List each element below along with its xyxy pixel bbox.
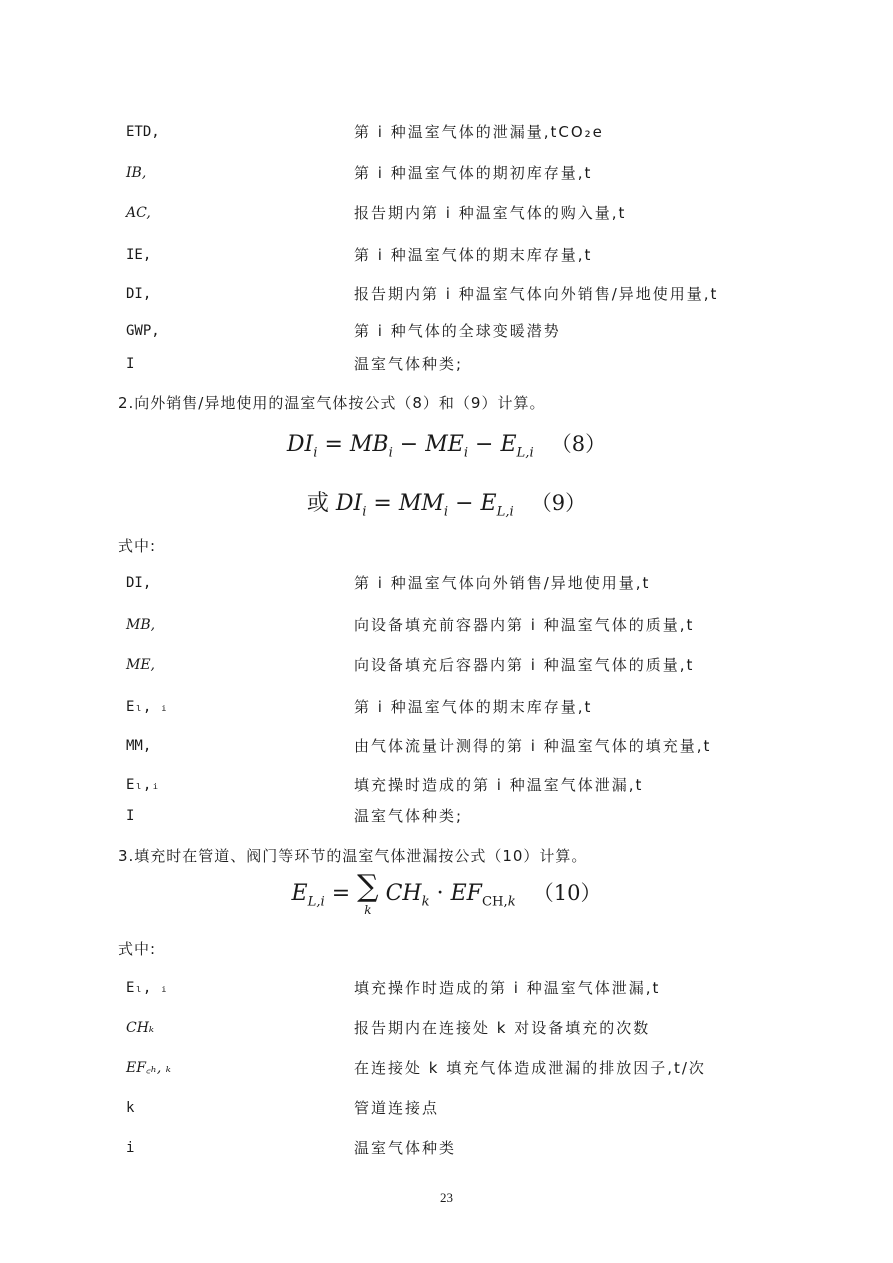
- symbol: i: [126, 1140, 135, 1156]
- definition-row: [126, 201, 786, 225]
- symbol: I: [126, 808, 135, 824]
- symbol: AC,: [126, 205, 151, 221]
- symbol: k: [126, 1100, 135, 1116]
- paragraph: 3.填充时在管道、阀门等环节的温室气体泄漏按公式（10）计算。: [118, 847, 588, 865]
- formula-10: $E_{L,i}$ = ∑ k $CH_k \cdot EF_{CH,k}$ （10）: [291, 869, 602, 917]
- page-number: 23: [440, 1190, 453, 1205]
- definition-row: [126, 243, 786, 267]
- formula-8: $DI_i = MB_i - ME_i - E_{L,i}$ （8）: [286, 432, 607, 461]
- definition: 填充操作时造成的第 i 种温室气体泄漏,t: [354, 979, 661, 997]
- equation-number: （10）: [532, 881, 602, 905]
- definition: 向设备填充前容器内第 i 种温室气体的质量,t: [354, 616, 695, 634]
- definition: 由气体流量计测得的第 i 种温室气体的填充量,t: [354, 737, 712, 755]
- symbol: GWP,: [126, 323, 160, 339]
- symbol: Eₗ, ᵢ: [126, 699, 169, 715]
- definition: 报告期内第 i 种温室气体的购入量,t: [354, 204, 627, 222]
- symbol: EF꜀ₕ, ₖ: [126, 1060, 171, 1076]
- definition: 第 i 种温室气体的期末库存量,t: [354, 698, 593, 716]
- definition-row: [126, 653, 786, 677]
- definition: 向设备填充后容器内第 i 种温室气体的质量,t: [354, 656, 695, 674]
- definition-row: [126, 319, 786, 343]
- symbol: MB,: [126, 617, 156, 633]
- where-label: 式中:: [118, 940, 157, 958]
- definition-row: [126, 571, 786, 595]
- definition-row: [126, 1136, 786, 1160]
- symbol: I: [126, 356, 135, 372]
- symbol: Eₗ, ᵢ: [126, 980, 169, 996]
- definition: 报告期内在连接处 k 对设备填充的次数: [354, 1019, 651, 1037]
- symbol: Eₗ,ᵢ: [126, 777, 160, 793]
- definition-row: [126, 1016, 786, 1040]
- where-label: 式中:: [118, 537, 157, 555]
- definition-row: [126, 976, 786, 1000]
- definition: 温室气体种类: [354, 1139, 457, 1157]
- equation-number: （8）: [550, 432, 607, 456]
- symbol: ETD,: [126, 124, 160, 140]
- definition: 报告期内第 i 种温室气体向外销售/异地使用量,t: [354, 285, 719, 303]
- definition-row: [126, 695, 786, 719]
- definition-row: [126, 161, 786, 185]
- formula-9: 或 $DI_i = MM_i - E_{L,i}$ （9）: [306, 491, 587, 520]
- or-label: 或: [306, 491, 329, 516]
- definition-row: [126, 1056, 786, 1080]
- definition: 第 i 种温室气体的期末库存量,t: [354, 246, 593, 264]
- definition-row: [126, 804, 786, 828]
- definition: 温室气体种类;: [354, 807, 464, 825]
- symbol: IE,: [126, 247, 152, 263]
- definition: 温室气体种类;: [354, 355, 464, 373]
- definition-row: [126, 734, 786, 758]
- definition-row: [126, 613, 786, 637]
- definition: 第 i 种温室气体向外销售/异地使用量,t: [354, 574, 651, 592]
- definition: 第 i 种温室气体的期初库存量,t: [354, 164, 593, 182]
- definition-row: [126, 282, 786, 306]
- definition: 第 i 种温室气体的泄漏量,tCO₂e: [354, 123, 604, 141]
- paragraph: 2.向外销售/异地使用的温室气体按公式（8）和（9）计算。: [118, 394, 546, 412]
- symbol: CHₖ: [126, 1020, 155, 1036]
- symbol: DI,: [126, 286, 152, 302]
- definition: 填充操时造成的第 i 种温室气体泄漏,t: [354, 776, 644, 794]
- symbol: MM,: [126, 738, 152, 754]
- equation-number: （9）: [530, 491, 587, 515]
- symbol: ME,: [126, 657, 156, 673]
- symbol: IB,: [126, 165, 147, 181]
- definition-row: [126, 773, 786, 797]
- definition-row: [126, 1096, 786, 1120]
- symbol: DI,: [126, 575, 152, 591]
- definition: 第 i 种气体的全球变暖潜势: [354, 322, 561, 340]
- definition: 在连接处 k 填充气体造成泄漏的排放因子,t/次: [354, 1059, 706, 1077]
- definition: 管道连接点: [354, 1099, 440, 1117]
- definition-row: [126, 120, 786, 144]
- definition-row: [126, 352, 786, 376]
